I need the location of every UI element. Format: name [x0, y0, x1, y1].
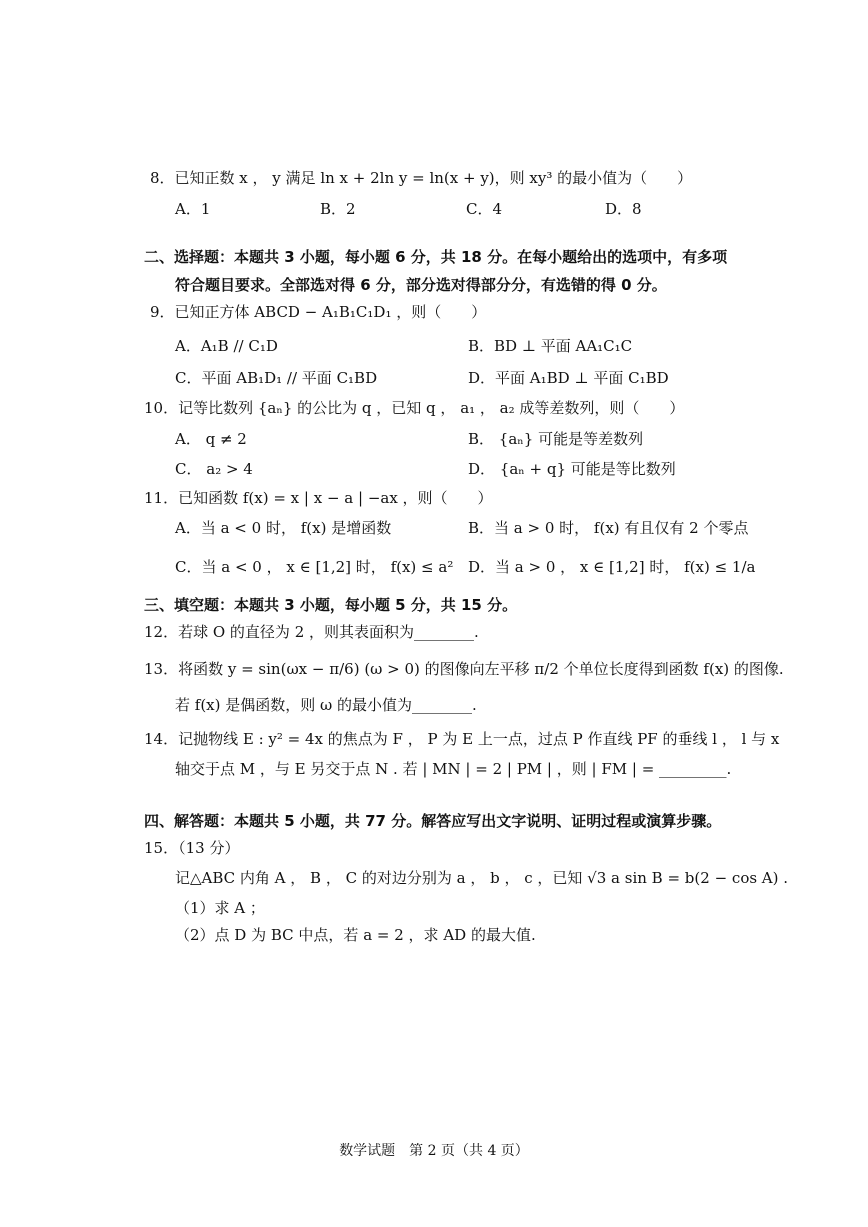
q11-stem: 11．已知函数 f(x) = x | x − a | −ax ，则（ ）: [144, 489, 493, 507]
q11-option-c: C．当 a < 0 ， x ∈ [1,2] 时， f(x) ≤ a²: [175, 558, 454, 576]
q10-option-c: C． a₂ > 4: [175, 460, 253, 478]
q11-option-a: A．当 a < 0 时， f(x) 是增函数: [175, 519, 392, 537]
q8-option-b: B．2: [320, 200, 356, 218]
q12-stem: 12．若球 O 的直径为 2 ，则其表面积为________.: [144, 623, 479, 641]
q10-option-b: B． {aₙ} 可能是等差数列: [468, 430, 644, 448]
q15-part1: （1）求 A ；: [175, 899, 265, 917]
q9-option-a: A．A₁B // C₁D: [175, 337, 278, 355]
q9-option-b: B．BD ⊥ 平面 AA₁C₁C: [468, 337, 633, 355]
q10-stem: 10．记等比数列 {aₙ} 的公比为 q ，已知 q ， a₁ ， a₂ 成等差数列，则（ ）: [144, 399, 685, 417]
q14-line2: 轴交于点 M ，与 E 另交于点 N . 若 | MN | = 2 | PM | ，则 | FM | = _________.: [175, 760, 732, 778]
q9-option-c: C．平面 AB₁D₁ // 平面 C₁BD: [175, 369, 378, 387]
q8-option-a: A．1: [175, 200, 211, 218]
q15-part2: （2）点 D 为 BC 中点，若 a = 2 ，求 AD 的最大值.: [175, 926, 536, 944]
q11-option-b: B．当 a > 0 时， f(x) 有且仅有 2 个零点: [468, 519, 749, 537]
q9-option-d: D．平面 A₁BD ⊥ 平面 C₁BD: [468, 369, 669, 387]
q15-stem: 记△ABC 内角 A ， B ， C 的对边分别为 a ， b ， c ，已知 √3 a sin B = b(2 − cos A) .: [175, 869, 789, 887]
q8-option-d: D．8: [605, 200, 642, 218]
q8-option-c: C．4: [466, 200, 503, 218]
section2-heading-line1: 二、选择题：本题共 3 小题，每小题 6 分，共 18 分。在每小题给出的选项中，有多项: [144, 248, 728, 266]
q10-option-d: D． {aₙ + q} 可能是等比数列: [468, 460, 676, 478]
q13-line1: 13．将函数 y = sin(ωx − π/6) (ω > 0) 的图像向左平移 π/2 个单位长度得到函数 f(x) 的图像.: [144, 660, 784, 678]
q15-header: 15．（13 分）: [144, 839, 240, 857]
q8-stem: 8．已知正数 x ， y 满足 ln x + 2ln y = ln(x + y)，则 xy³ 的最小值为（ ）: [150, 169, 693, 187]
q13-line2: 若 f(x) 是偶函数，则 ω 的最小值为________.: [175, 696, 477, 714]
page-footer: 数学试题 第 2 页（共 4 页）: [339, 1143, 529, 1159]
q14-line1: 14．记抛物线 E : y² = 4x 的焦点为 F ， P 为 E 上一点，过点 P 作直线 PF 的垂线 l ， l 与 x: [144, 730, 780, 748]
q10-option-a: A． q ≠ 2: [175, 430, 247, 448]
section3-heading: 三、填空题：本题共 3 小题，每小题 5 分，共 15 分。: [144, 596, 518, 614]
q9-stem: 9．已知正方体 ABCD − A₁B₁C₁D₁ ，则（ ）: [150, 303, 487, 321]
section4-heading: 四、解答题：本题共 5 小题，共 77 分。解答应写出文字说明、证明过程或演算步骤。: [144, 812, 722, 830]
section2-heading-line2: 符合题目要求。全部选对得 6 分，部分选对得部分分，有选错的得 0 分。: [175, 276, 667, 294]
q11-option-d: D．当 a > 0 ， x ∈ [1,2] 时， f(x) ≤ 1/a: [468, 558, 756, 576]
